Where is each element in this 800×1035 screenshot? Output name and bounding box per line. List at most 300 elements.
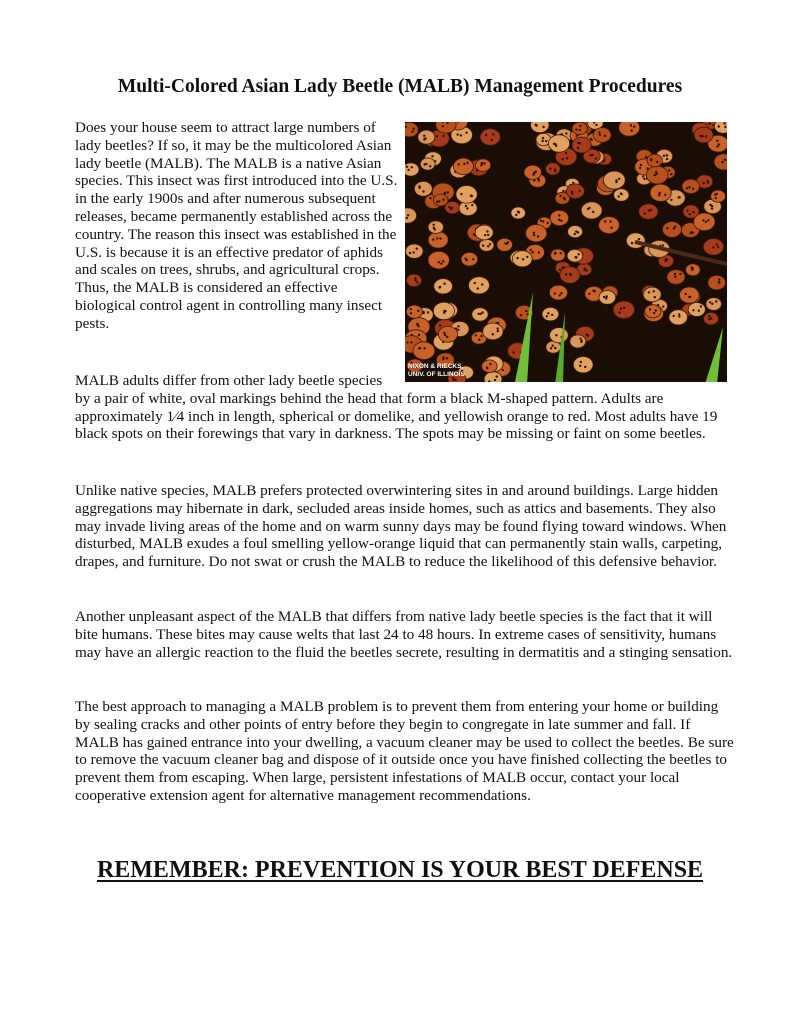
beetle-spot — [554, 347, 556, 349]
beetle-spot — [434, 228, 436, 230]
beetle-spot — [655, 171, 657, 173]
beetle — [550, 210, 569, 225]
beetle — [680, 287, 700, 303]
beetle-spot — [466, 259, 468, 261]
beetle-spot — [482, 244, 484, 246]
beetle-spot — [615, 181, 617, 183]
beetle-spot — [709, 204, 711, 206]
beetle-spot — [416, 248, 418, 250]
beetle-spot — [715, 300, 717, 302]
beetle-spot — [673, 315, 675, 317]
beetle — [456, 186, 477, 204]
beetle — [524, 165, 541, 179]
beetle-spot — [648, 209, 650, 211]
beetle-spot — [535, 124, 537, 126]
beetle-spot — [579, 129, 581, 131]
beetle-spot — [410, 308, 412, 310]
beetle-spot — [442, 135, 444, 137]
beetle-spot — [480, 335, 482, 337]
beetle-spot — [526, 256, 528, 258]
beetle-spot — [413, 251, 415, 253]
beetle-spot — [640, 164, 642, 166]
beetle-spot — [423, 163, 425, 165]
beetle-spot — [603, 296, 605, 298]
beetle-spot — [433, 224, 435, 226]
beetle-spot — [431, 155, 433, 157]
beetle-spot — [686, 210, 688, 212]
beetle — [599, 217, 620, 234]
beetle-spot — [649, 308, 651, 310]
beetle-spot — [690, 231, 692, 233]
beetle-spot — [525, 310, 527, 312]
beetle-spot — [598, 131, 600, 133]
beetle-spot — [520, 314, 522, 316]
beetle-spot — [643, 178, 645, 180]
beetle-spot — [576, 135, 578, 137]
beetle — [549, 285, 567, 300]
beetle-spot — [480, 164, 482, 166]
beetle-spot — [707, 219, 709, 221]
beetle-spot — [633, 125, 635, 127]
beetle-spot — [486, 230, 488, 232]
beetle-spot — [463, 163, 465, 165]
beetle-spot — [522, 258, 524, 260]
beetle — [438, 326, 457, 342]
beetle-spot — [653, 290, 655, 292]
beetle-spot — [579, 142, 581, 144]
beetle-spot — [483, 162, 485, 164]
beetle — [603, 171, 625, 189]
beetle-spot — [554, 292, 556, 294]
beetle-spot — [457, 325, 459, 327]
paragraph-overwintering: Unlike native species, MALB prefers protected overwintering sites in and around buildings. Large hidden aggregations may hibernate in dark, secluded areas inside homes, such as attics and basements. They also may invade living areas of the home and on warm sunny days may be found flying toward windows. When disturbed, MALB exudes a foul smelling yellow-orange liquid that can permanently stain walls, carpeting, drapes, and furniture. Do not swat or crush the MALB to reduce the likelihood of this defensive behavior. — [75, 482, 727, 571]
beetle-spot — [648, 291, 650, 293]
beetle-spot — [724, 126, 726, 128]
beetle-spot — [415, 279, 417, 281]
beetle-spot — [540, 220, 542, 222]
beetle-spot — [610, 227, 612, 229]
beetle-spot — [554, 170, 556, 172]
beetle-spot — [565, 152, 567, 154]
beetle-spot — [670, 199, 672, 201]
beetle-spot — [419, 347, 421, 349]
beetle-spot — [718, 125, 720, 127]
beetle-spot — [460, 134, 462, 136]
beetle — [572, 122, 587, 134]
beetle-spot — [575, 128, 577, 130]
beetle — [483, 323, 503, 340]
beetle-spot — [569, 273, 571, 275]
beetle-spot — [666, 158, 668, 160]
beetle — [550, 328, 569, 343]
beetle-spot — [549, 168, 551, 170]
beetle-spot — [542, 220, 544, 222]
beetle — [662, 222, 681, 238]
beetle-spot — [702, 219, 704, 221]
beetle-spot — [429, 197, 431, 199]
beetle-spot — [711, 207, 713, 209]
beetle-spot — [679, 273, 681, 275]
beetle-spot — [662, 305, 664, 307]
beetle — [566, 184, 584, 199]
beetle — [573, 357, 593, 373]
beetle-spot — [470, 195, 472, 197]
beetle-spot — [542, 137, 544, 139]
beetle-spot — [580, 341, 582, 343]
beetle-spot — [530, 249, 532, 251]
paragraph-identification-lead: MALB adults differ from other lady beetle species — [75, 372, 383, 389]
beetle — [568, 226, 583, 238]
beetle — [497, 238, 513, 251]
beetle — [405, 163, 419, 176]
beetle-spot — [533, 232, 535, 234]
beetle-spot — [700, 305, 702, 307]
beetle-spot — [689, 213, 691, 215]
beetle — [645, 305, 661, 318]
beetle-spot — [574, 233, 576, 235]
beetle-spot — [664, 260, 666, 262]
beetle-spot — [664, 194, 666, 196]
beetle-spot — [438, 200, 440, 202]
beetle-spot — [515, 214, 517, 216]
beetle-spot — [710, 317, 712, 319]
beetle-spot — [685, 293, 687, 295]
beetle-spot — [585, 270, 587, 272]
beetle-spot — [465, 205, 467, 207]
beetle-spot — [518, 211, 520, 213]
beetle-spot — [723, 122, 725, 124]
beetle-spot — [621, 193, 623, 195]
beetle-spot — [716, 193, 718, 195]
beetle-spot — [559, 269, 561, 271]
beetle-spot — [638, 238, 640, 240]
beetle-spot — [487, 245, 489, 247]
beetle-spot — [566, 157, 568, 159]
beetle-spot — [562, 158, 564, 160]
beetle-spot — [451, 207, 453, 209]
beetle-spot — [715, 197, 717, 199]
beetle-spot — [458, 163, 460, 165]
beetle-spot — [630, 124, 632, 126]
beetle-spot — [443, 332, 445, 334]
beetle — [593, 128, 611, 143]
beetle-spot — [439, 325, 441, 327]
beetle-spot — [673, 227, 675, 229]
beetle-spot — [478, 313, 480, 315]
beetle-spot — [718, 282, 720, 284]
beetle-spot — [432, 238, 434, 240]
beetle — [708, 275, 726, 290]
beetle — [682, 179, 700, 193]
beetle — [572, 137, 591, 153]
beetle-spot — [407, 169, 409, 171]
beetle-spot — [560, 252, 562, 254]
beetle-spot — [606, 295, 608, 297]
beetle — [581, 202, 602, 219]
beetle-spot — [666, 154, 668, 156]
beetle-spot — [584, 268, 586, 270]
beetle-spot — [591, 139, 593, 141]
beetle-spot — [447, 191, 449, 193]
beetle — [482, 360, 497, 373]
beetle-spot — [692, 309, 694, 311]
beetle — [688, 303, 705, 317]
beetle-spot — [442, 199, 444, 201]
beetle-spot — [409, 252, 411, 254]
photo-credit-line2: UNIV. OF ILLINOIS — [408, 370, 465, 378]
beetle — [413, 342, 435, 360]
beetle-spot — [662, 244, 664, 246]
beetle-spot — [689, 296, 691, 298]
beetle-spot — [444, 310, 446, 312]
beetle-spot — [595, 124, 597, 126]
beetle-spot — [436, 135, 438, 137]
beetle-spot — [482, 311, 484, 313]
beetle-spot — [644, 212, 646, 214]
beetle-spot — [718, 278, 720, 280]
beetle-spot — [579, 365, 581, 367]
beetle-spot — [654, 296, 656, 298]
beetle-spot — [655, 309, 657, 311]
beetle-photo — [405, 122, 727, 382]
beetle-spot — [558, 219, 560, 221]
beetle-spot — [618, 178, 620, 180]
beetle-spot — [442, 125, 444, 127]
beetle-spot — [410, 341, 412, 343]
beetle-spot — [416, 324, 418, 326]
beetle-spot — [565, 273, 567, 275]
beetle-spot — [457, 133, 459, 135]
beetle-spot — [716, 140, 718, 142]
beetle-spot — [579, 338, 581, 340]
beetle-spot — [436, 237, 438, 239]
beetle-spot — [686, 187, 688, 189]
beetle-spot — [489, 243, 491, 245]
beetle-spot — [457, 329, 459, 331]
beetle-spot — [429, 165, 431, 167]
beetle-spot — [692, 188, 694, 190]
beetle-spot — [414, 277, 416, 279]
beetle-spot — [532, 173, 534, 175]
beetle-spot — [595, 157, 597, 159]
beetle-spot — [411, 166, 413, 168]
beetle-spot — [584, 366, 586, 368]
beetle-spot — [674, 276, 676, 278]
beetle-spot — [418, 334, 420, 336]
beetle-spot — [605, 297, 607, 299]
beetle-spot — [442, 260, 444, 262]
beetle-spot — [658, 192, 660, 194]
beetle-spot — [471, 204, 473, 206]
prevention-banner-text: REMEMBER: PREVENTION IS YOUR BEST DEFENSE — [96, 857, 704, 883]
beetle-spot — [485, 134, 487, 136]
beetle-spot — [443, 283, 445, 285]
beetle-spot — [571, 191, 573, 193]
beetle-spot — [716, 145, 718, 147]
beetle-spot — [444, 192, 446, 194]
beetle-spot — [438, 261, 440, 263]
beetle — [526, 225, 547, 242]
beetle — [461, 252, 478, 266]
beetle — [434, 279, 453, 294]
beetle-spot — [577, 253, 579, 255]
beetle — [549, 135, 570, 152]
beetle-spot — [502, 369, 504, 371]
beetle-spot — [481, 283, 483, 285]
beetle — [475, 225, 493, 240]
beetle — [420, 158, 435, 170]
beetle-spot — [692, 211, 694, 213]
beetle-spot — [712, 246, 714, 248]
beetle-spot — [407, 214, 409, 216]
intro-paragraph: Does your house seem to attract large numbers of lady beetles? If so, it may be the multicolored Asian lady beetle (MALB). The MALB is a native Asian species. This insect was first introduced into the U.S. in the early 1900s and after numerous subsequent releases, became permanently established across the country. The reason this insect was established in the U.S. is because it is an effective predator of aphids and scales on trees, shrubs, and agricultural crops. Thus, the MALB is considered an effective biological control agent in controlling many insect pests. — [75, 119, 398, 332]
paragraph-identification-rest: by a pair of white, oval markings behind the head that form a black M-shaped pattern. Adults are approximately 1⁄4 inch in length, spherical or domelike, and yellowish orange to red. Most adults have 19 black spots on their forewings that vary in darkness. The spots may be missing or faint on some beetles. — [75, 389, 718, 443]
beetle — [647, 154, 662, 167]
document-title: Multi-Colored Asian Lady Beetle (MALB) Management Procedures — [117, 76, 683, 97]
beetle-spot — [650, 209, 652, 211]
beetle-spot — [594, 290, 596, 292]
beetle-spot — [417, 310, 419, 312]
beetle — [694, 213, 715, 231]
beetle-spot — [691, 266, 693, 268]
beetle-spot — [699, 135, 701, 137]
beetle-spot — [478, 339, 480, 341]
beetle — [469, 277, 490, 294]
beetle-spot — [630, 129, 632, 131]
beetle — [406, 274, 421, 286]
beetle-spot — [554, 252, 556, 254]
beetle-spot — [427, 311, 429, 313]
beetle-spot — [642, 175, 644, 177]
beetle-spot — [411, 130, 413, 132]
beetle-spot — [558, 214, 560, 216]
beetle-spot — [475, 334, 477, 336]
beetle-spot — [538, 251, 540, 253]
beetle-spot — [552, 345, 554, 347]
beetle-spot — [466, 162, 468, 164]
beetle-spot — [559, 294, 561, 296]
beetle-spot — [716, 243, 718, 245]
beetle — [669, 310, 688, 325]
beetle-spot — [705, 221, 707, 223]
beetle-spot — [541, 140, 543, 142]
beetle-spot — [592, 211, 594, 213]
beetle — [453, 158, 473, 175]
beetle-spot — [559, 195, 561, 197]
beetle-spot — [516, 257, 518, 259]
beetle-spot — [486, 367, 488, 369]
beetle-spot — [677, 196, 679, 198]
beetle-spot — [708, 123, 710, 125]
beetle-spot — [718, 143, 720, 145]
beetle — [643, 287, 661, 302]
beetle — [476, 159, 491, 171]
beetle-spot — [577, 231, 579, 233]
beetle-spot — [484, 234, 486, 236]
beetle-spot — [604, 220, 606, 222]
beetle-spot — [507, 241, 509, 243]
beetle-spot — [678, 315, 680, 317]
beetle-spot — [711, 303, 713, 305]
beetle-spot — [460, 193, 462, 195]
beetle-spot — [658, 194, 660, 196]
beetle-spot — [623, 307, 625, 309]
beetle-spot — [688, 186, 690, 188]
beetle-spot — [487, 234, 489, 236]
beetle-spot — [591, 154, 593, 156]
beetle-spot — [631, 242, 633, 244]
beetle-spot — [691, 269, 693, 271]
beetle-spot — [560, 292, 562, 294]
beetle — [418, 130, 435, 144]
beetle — [546, 163, 561, 175]
beetle-spot — [424, 137, 426, 139]
beetle-spot — [579, 125, 581, 127]
beetle-spot — [653, 312, 655, 314]
beetle-spot — [446, 336, 448, 338]
beetle-spot — [562, 190, 564, 192]
beetle-spot — [410, 312, 412, 314]
beetle-spot — [663, 155, 665, 157]
beetle-spot — [703, 182, 705, 184]
beetle-spot — [531, 251, 533, 253]
beetle-spot — [423, 135, 425, 137]
beetle — [551, 249, 566, 261]
beetle-spot — [565, 132, 567, 134]
beetle-spot — [578, 190, 580, 192]
beetle-spot — [497, 327, 499, 329]
beetle-spot — [492, 333, 494, 335]
beetle-spot — [477, 287, 479, 289]
beetle-spot — [705, 135, 707, 137]
beetle-spot — [609, 220, 611, 222]
beetle — [706, 298, 722, 311]
beetle-spot — [422, 190, 424, 192]
beetle-spot — [489, 363, 491, 365]
beetle-spot — [492, 133, 494, 135]
beetle-spot — [466, 207, 468, 209]
beetle-spot — [547, 312, 549, 314]
beetle-spot — [465, 132, 467, 134]
beetle-spot — [560, 220, 562, 222]
beetle-spot — [416, 281, 418, 283]
beetle-spot — [721, 161, 723, 163]
beetle-spot — [604, 135, 606, 137]
beetle — [619, 122, 640, 136]
beetle-spot — [707, 180, 709, 182]
beetle-spot — [551, 314, 553, 316]
beetle-spot — [547, 222, 549, 224]
beetle-spot — [588, 293, 590, 295]
beetle-spot — [442, 356, 444, 358]
beetle-spot — [724, 159, 726, 161]
beetle-spot — [618, 311, 620, 313]
beetle-spot — [423, 347, 425, 349]
paragraph-management: The best approach to managing a MALB problem is to prevent them from entering your home or building by sealing cracks and other points of entry before they begin to congregate in late summer and fall. If MALB has gained entrance into your dwelling, a vacuum cleaner may be used to collect the beetles. Be sure to remove the vacuum cleaner bag and dispose of it outside once you have finished collecting the beetles to prevent them from escaping. When large, persistent infestations of MALB occur, contact your local cooperative extension agent for alternative management recommendations. — [75, 698, 734, 804]
beetle-spot — [439, 237, 441, 239]
beetle-spot — [618, 195, 620, 197]
beetle — [711, 190, 726, 202]
beetle-spot — [639, 167, 641, 169]
beetle-spot — [656, 161, 658, 163]
beetle-spot — [620, 308, 622, 310]
beetle — [405, 123, 418, 137]
beetle-spot — [418, 185, 420, 187]
beetle — [433, 194, 448, 206]
beetle-spot — [550, 347, 552, 349]
beetle-spot — [440, 263, 442, 265]
beetle — [406, 305, 422, 318]
